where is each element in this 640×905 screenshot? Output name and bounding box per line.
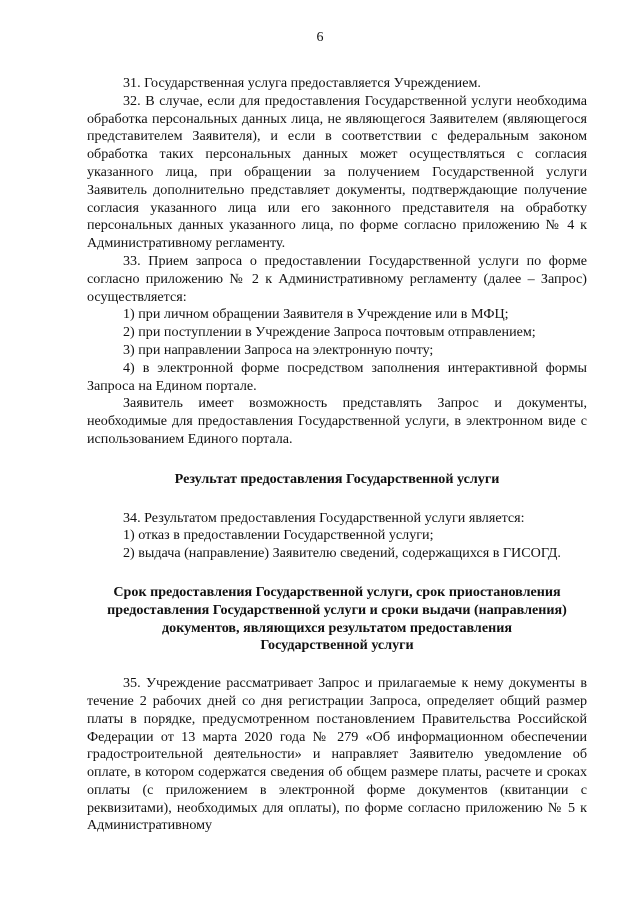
list-item: 4) в электронной форме посредством заполнения интерактивной формы Запроса на Едином портале. xyxy=(87,359,587,394)
list-item: 2) при поступлении в Учреждение Запроса почтовым отправлением; xyxy=(123,324,536,341)
list-item: 2) выдача (направление) Заявителю сведений, содержащихся в ГИСОГД. xyxy=(123,545,561,562)
paragraph-33: 33. Прием запроса о предоставлении Государственной услуги по форме согласно приложению № 2 к Административному регламенту (далее – Запрос) осуществляется: xyxy=(87,252,587,305)
paragraph-applicant: Заявитель имеет возможность представлять Запрос и документы, необходимые для предоставления Государственной услуги, в электронном виде с использованием Единого портала. xyxy=(87,395,587,447)
list-item: 1) при личном обращении Заявителя в Учреждение или в МФЦ; xyxy=(123,306,509,323)
heading-line: документов, являющихся результатом предоставления xyxy=(162,619,512,636)
paragraph-31: 31. Государственная услуга предоставляется Учреждением. xyxy=(123,75,481,91)
paragraph-32: 32. В случае, если для предоставления Государственной услуги необходима обработка персональных данных лица, не являющегося Заявителем (являющегося представителем Заявителя), и если в соответствии с федеральным законом обработка таких персональных данных может осуществляться с согласия указанного лица, при обращении за получением Государственной услуги Заявитель дополнительно представляет документы, подтверждающие получение согласия указанного лица или его законного представителя на обработку персональных данных указанного лица, по форме согласно приложению № 4 к Административному регламенту. xyxy=(87,92,587,252)
heading-line: Срок предоставления Государственной услуги, срок приостановления xyxy=(113,583,561,600)
section-heading-terms xyxy=(87,584,587,655)
list-item: 3) при направлении Запроса на электронную почту; xyxy=(123,341,434,358)
page-number: 6 xyxy=(316,30,324,45)
heading-line: Государственной услуги xyxy=(260,637,414,654)
paragraph-34: 34. Результатом предоставления Государственной услуги является: xyxy=(123,509,525,526)
section-heading-result: Результат предоставления Государственной услуги xyxy=(174,470,500,487)
document-body xyxy=(87,75,587,835)
paragraph-35: 35. Учреждение рассматривает Запрос и прилагаемые к нему документы в течение 2 рабочих дней со дня регистрации Запроса, определяет общий размер платы в порядке, предусмотренном постановлением Правительства Российской Федерации от 13 марта 2020 года № 279 «Об информационном обеспечении градостроительной деятельности» и направляет Заявителю уведомление об оплате, в котором содержатся сведения об общем размере платы, расчете и сроках оплаты (с приложением в электронной форме документов (квитанции с реквизитами), необходимых для оплаты), по форме согласно приложению № 5 к Административному xyxy=(87,675,587,834)
list-item: 1) отказ в предоставлении Государственной услуги; xyxy=(123,527,434,544)
heading-line: предоставления Государственной услуги и сроки выдачи (направления) xyxy=(107,601,567,618)
